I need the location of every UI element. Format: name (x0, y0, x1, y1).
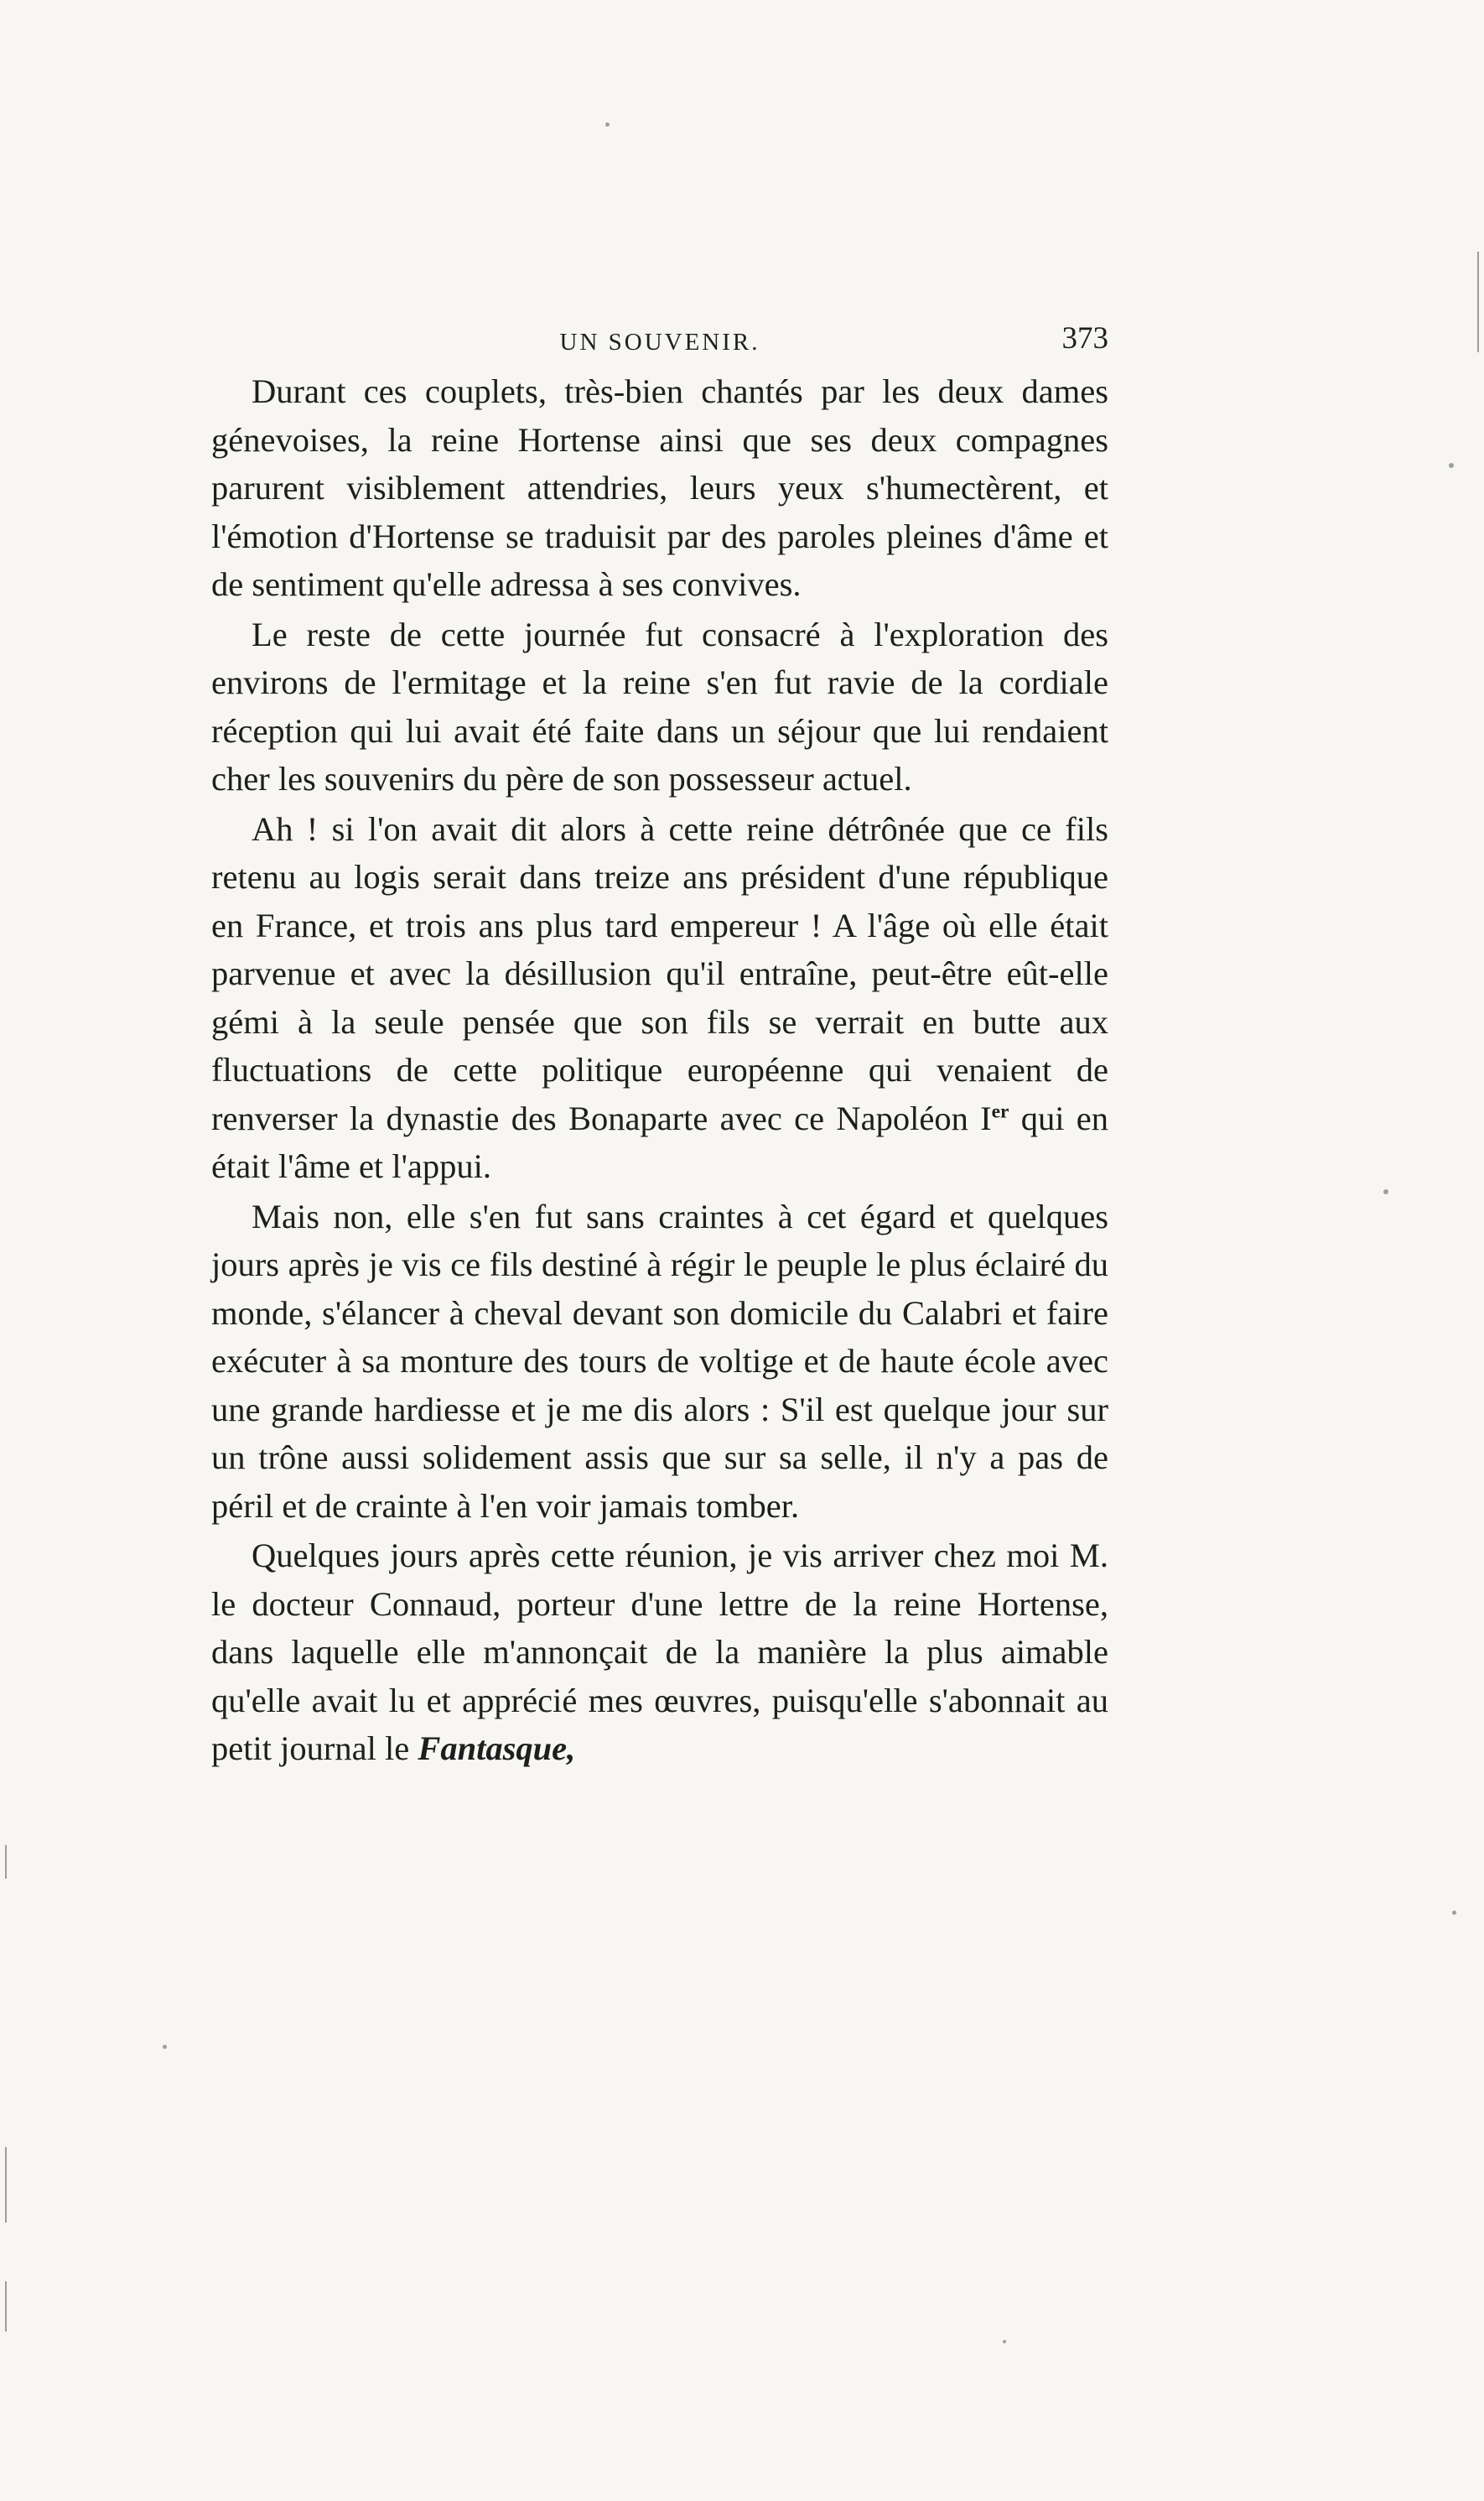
ordinal-superscript: er (991, 1100, 1009, 1122)
scan-speck (1003, 2340, 1006, 2343)
paragraph-1: Durant ces couplets, très-bien chantés par les deux dames génevoises, la reine Hortense ainsi que ses deux compagnes parurent visiblement attendries, leurs yeux s'humectèrent, et l'émotion d'Hortense se traduisit par des paroles pleines d'âme et de sentiment qu'elle adressa à ses convives. (211, 372, 1108, 603)
body-text (211, 367, 1108, 1773)
scan-speck (163, 2045, 167, 2049)
running-title: UN SOUVENIR. (559, 329, 760, 356)
scan-edge-mark (5, 1845, 7, 1879)
journal-title: Fantasque, (418, 1729, 576, 1767)
scan-edge-mark (5, 2147, 7, 2223)
scan-speck (1383, 1189, 1388, 1194)
running-header (211, 317, 1108, 367)
paragraph-5 (211, 1531, 1108, 1773)
scan-speck (1449, 463, 1454, 468)
paragraph-3 (211, 805, 1108, 1191)
paragraph-5-text: Quelques jours après cette réunion, je vis arriver chez moi M. le docteur Connaud, porteur d'une lettre de la reine Hortense, dans laquelle elle m'annonçait de la manière la plus aimable qu'elle avait lu et apprécié mes œuvres, puisqu'elle s'abonnait au petit journal le (211, 1536, 1108, 1767)
page-number: 373 (1061, 321, 1108, 356)
scan-edge-mark (5, 2281, 7, 2332)
paragraph-2: Le reste de cette journée fut consacré à l'exploration des environs de l'ermitage et la reine s'en fut ravie de la cordiale réception qui lui avait été faite dans un séjour que lui rendaient cher les souvenirs du père de son possesseur actuel. (211, 615, 1108, 798)
scan-edge-mark (1477, 252, 1479, 352)
scan-speck (1452, 1911, 1456, 1915)
paragraph-4: Mais non, elle s'en fut sans craintes à cet égard et quelques jours après je vis ce fils destiné à régir le peuple le plus éclairé du monde, s'élancer à cheval devant son domicile du Calabri et faire exécuter à sa monture des tours de voltige et de haute école avec une grande hardiesse et je me dis alors : S'il est quelque jour sur un trône aussi solidement assis que sur sa selle, il n'y a pas de péril et de crainte à l'en voir jamais tomber. (211, 1197, 1108, 1525)
scan-speck (605, 122, 610, 127)
page-content (211, 317, 1108, 1773)
paragraph-3-text-end: qui en était l'âme et l'appui. (211, 1099, 1108, 1185)
paragraph-3-text: Ah ! si l'on avait dit alors à cette reine détrônée que ce fils retenu au logis serait dans treize ans président d'une république en France, et trois ans plus tard empereur ! A l'âge où elle était parvenue et avec la désillusion qu'il entraîne, peut-être eût-elle gémi à la seule pensée que son fils se verrait en butte aux fluctuations de cette politique européenne qui venaient de renverser la dynastie des Bonaparte avec ce Napoléon I (211, 809, 1108, 1137)
